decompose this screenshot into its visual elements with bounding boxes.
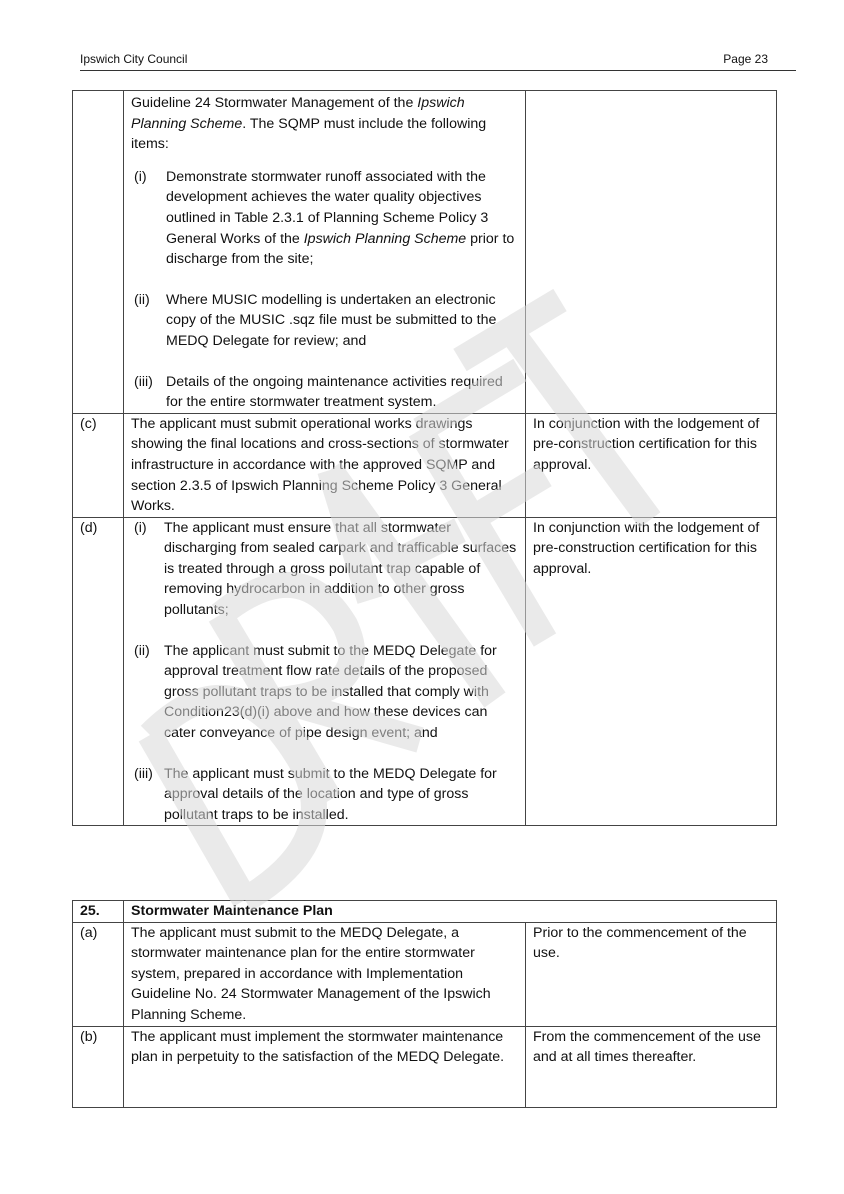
sqmp-intro: Guideline 24 Stormwater Management of the Ipswich Planning Scheme. The SQMP must include the following items: [131,95,487,153]
table-row [73,1026,777,1107]
table-row [73,91,777,414]
conditions-table-continued [72,90,777,826]
list-item: (i) The applicant must ensure that all stormwater discharging from sealed carpark and trafficable surfaces is treated through a gross pollutant trap capable of removing hydrocarbon in addition to other gross pollutants; [134,519,517,619]
row-label: (b) [73,1026,124,1107]
sqmp-items-cell [124,91,526,414]
condition-text: The applicant must implement the stormwater maintenance plan in perpetuity to the satisfaction of the MEDQ Delegate. [124,1026,526,1107]
gpt-items-cell [124,517,526,826]
condition-title: Stormwater Maintenance Plan [124,901,777,923]
table-row [73,517,777,826]
condition-text: The applicant must submit operational works drawings showing the final locations and cross-sections of stormwater infrastructure in accordance with the approved SQMP and section 2.3.5 of Ipswich Planning Scheme Policy 3 General Works. [124,413,526,517]
list-item: (ii) Where MUSIC modelling is undertaken an electronic copy of the MUSIC .sqz file must be submitted to the MEDQ Delegate for review; and [134,291,497,349]
header-org: Ipswich City Council [80,52,188,66]
condition-timing: From the commencement of the use and at all times thereafter. [526,1026,777,1107]
list-item: (ii) The applicant must submit to the MEDQ Delegate for approval treatment flow rate details of the proposed gross pollutant traps to be installed that comply with Condition23(d)(i) above and how these devices can cater conveyance of pipe design event; and [134,642,497,742]
table-row [73,922,777,1026]
table-header-row [73,901,777,923]
condition-number: 25. [73,901,124,923]
condition-timing: In conjunction with the lodgement of pre-construction certification for this approval. [526,517,777,826]
list-item: (i) Demonstrate stormwater runoff associated with the development achieves the water quality objectives outlined in Table 2.3.1 of Planning Scheme Policy 3 General Works of the Ipswich Planning Scheme prior to discharge from the site; [134,168,515,268]
list-item: (iii) Details of the ongoing maintenance activities required for the entire stormwater treatment system. [134,373,503,411]
header-page-number: Page 23 [723,52,768,66]
condition-timing: Prior to the commencement of the use. [526,922,777,1026]
row-label: (d) [73,517,124,826]
list-item: (iii) The applicant must submit to the MEDQ Delegate for approval details of the location and type of gross pollutant traps to be installed. [134,765,497,823]
condition-text: The applicant must submit to the MEDQ Delegate, a stormwater maintenance plan for the entire stormwater system, prepared in accordance with Implementation Guideline No. 24 Stormwater Management of the Ipswich Planning Scheme. [124,922,526,1026]
condition-timing: In conjunction with the lodgement of pre-construction certification for this approval. [526,413,777,517]
page-header [80,52,796,71]
conditions-table-25 [72,900,777,1108]
table-row [73,413,777,517]
row-label: (c) [73,413,124,517]
row-label: (a) [73,922,124,1026]
